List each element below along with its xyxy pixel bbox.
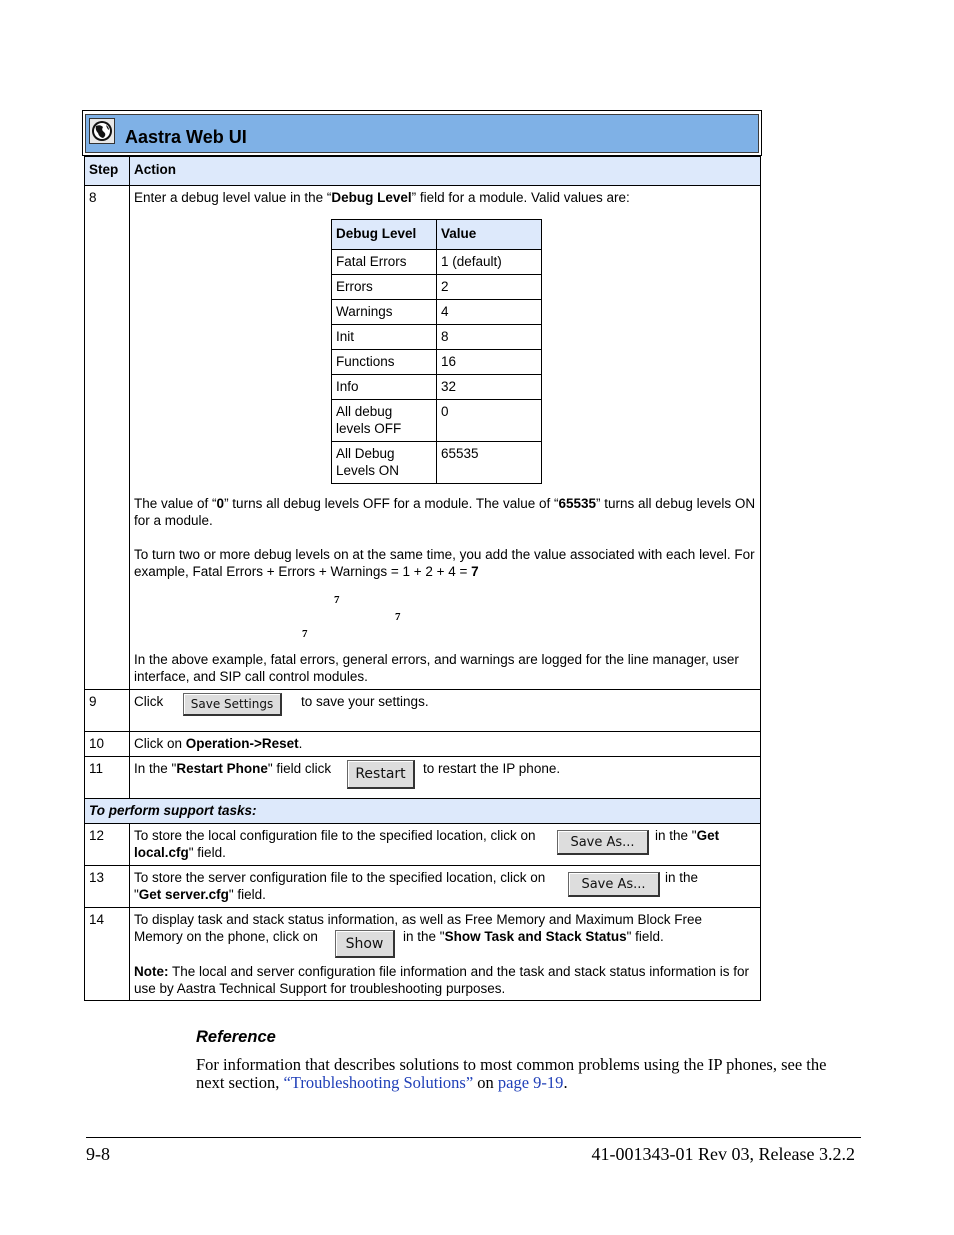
restart-button[interactable]: Restart bbox=[347, 760, 415, 789]
save-settings-button[interactable]: Save Settings bbox=[183, 693, 282, 716]
support-tasks-title: To perform support tasks: bbox=[89, 803, 257, 818]
value-cell: 4 bbox=[441, 304, 449, 319]
step-8-paragraph-1: The value of “0” turns all debug levels OFF for a module. The value of “65535” turns all debug levels ON for a module. bbox=[134, 496, 756, 528]
value-header: Value bbox=[441, 226, 477, 241]
step-14-text: Memory on the phone, click on bbox=[134, 929, 318, 944]
step-12-text: To store the local configuration file to the specified location, click on bbox=[134, 828, 536, 843]
value-cell: 0 bbox=[441, 404, 449, 419]
web-ui-title: Aastra Web UI bbox=[125, 127, 247, 147]
step-14-note: Note: The local and server configuration file information and the task and stack status information is for use by Aastra Technical Support for troubleshooting purposes. bbox=[134, 964, 750, 996]
step-13-text: To store the server configuration file to the specified location, click on bbox=[134, 870, 546, 885]
save-as-server-button[interactable]: Save As... bbox=[568, 872, 660, 897]
step-8-paragraph-2: To turn two or more debug levels on at the same time, you add the value associated with each level. For example, Fatal Errors + Errors + Warnings = 1 + 2 + 4 = 7 bbox=[134, 547, 755, 579]
step-11-text: to restart the IP phone. bbox=[423, 761, 561, 776]
value-cell: 16 bbox=[441, 354, 457, 369]
value-cell: 1 (default) bbox=[441, 254, 502, 269]
debug-level-cell: Errors bbox=[336, 279, 373, 294]
page-number: 9-8 bbox=[86, 1144, 110, 1164]
step-14-text: in the "Show Task and Stack Status" field. bbox=[403, 929, 664, 944]
value-cell: 8 bbox=[441, 329, 449, 344]
debug-level-header: Debug Level bbox=[336, 226, 417, 241]
debug-level-cell: All Debug Levels ON bbox=[336, 446, 400, 478]
col-action-header: Action bbox=[134, 162, 176, 177]
step-number: 12 bbox=[89, 828, 105, 843]
step-12-text: local.cfg" field. bbox=[134, 845, 226, 860]
troubleshooting-solutions-link[interactable]: “Troubleshooting Solutions” bbox=[283, 1073, 474, 1092]
step-13-text: in the bbox=[665, 870, 699, 885]
page-9-19-link[interactable]: page 9-19 bbox=[497, 1073, 564, 1092]
debug-level-table bbox=[331, 219, 542, 484]
example-value: 7 bbox=[334, 594, 340, 606]
step-number: 10 bbox=[89, 736, 105, 751]
step-11-text: In the "Restart Phone" field click bbox=[134, 761, 332, 776]
value-cell: 32 bbox=[441, 379, 457, 394]
document-id: 41-001343-01 Rev 03, Release 3.2.2 bbox=[591, 1144, 855, 1164]
step-10-text: Click on Operation->Reset. bbox=[134, 736, 303, 751]
step-number: 13 bbox=[89, 870, 105, 885]
reference-heading: Reference bbox=[196, 1028, 276, 1046]
example-value: 7 bbox=[302, 628, 308, 640]
step-9-text: to save your settings. bbox=[301, 694, 429, 709]
show-button[interactable]: Show bbox=[335, 930, 395, 958]
debug-level-cell: Warnings bbox=[336, 304, 393, 319]
globe-icon bbox=[89, 118, 115, 144]
step-number: 9 bbox=[89, 694, 97, 709]
step-13-text: "Get server.cfg" field. bbox=[134, 887, 266, 902]
step-8-paragraph-3: In the above example, fatal errors, general errors, and warnings are logged for the line manager, user interface, and SIP call control modules. bbox=[134, 652, 739, 684]
value-cell: 2 bbox=[441, 279, 449, 294]
reference-text: For information that describes solutions to most common problems using the IP phones, see the next section, “Troubleshooting Solutions” on page 9-19. bbox=[196, 1055, 827, 1092]
col-step-header: Step bbox=[89, 162, 119, 177]
step-14-text: To display task and stack status information, as well as Free Memory and Maximum Block Free bbox=[134, 912, 702, 927]
debug-level-cell: Init bbox=[336, 329, 355, 344]
step-12-text: in the "Get bbox=[655, 828, 720, 843]
value-cell: 65535 bbox=[441, 446, 479, 461]
save-as-local-button[interactable]: Save As... bbox=[557, 830, 649, 855]
step-9-text: Click bbox=[134, 694, 164, 709]
step-number: 11 bbox=[89, 761, 104, 776]
table-header-row bbox=[85, 157, 760, 185]
footer-rule bbox=[86, 1137, 861, 1138]
step-8-intro: Enter a debug level value in the “Debug Level” field for a module. Valid values are: bbox=[134, 190, 630, 205]
debug-level-cell: Fatal Errors bbox=[336, 254, 407, 269]
step-number: 14 bbox=[89, 912, 105, 927]
debug-level-cell: Functions bbox=[336, 354, 395, 369]
debug-level-cell: All debug levels OFF bbox=[336, 404, 402, 436]
example-value: 7 bbox=[395, 611, 401, 623]
debug-level-cell: Info bbox=[336, 379, 359, 394]
step-number: 8 bbox=[89, 190, 97, 205]
